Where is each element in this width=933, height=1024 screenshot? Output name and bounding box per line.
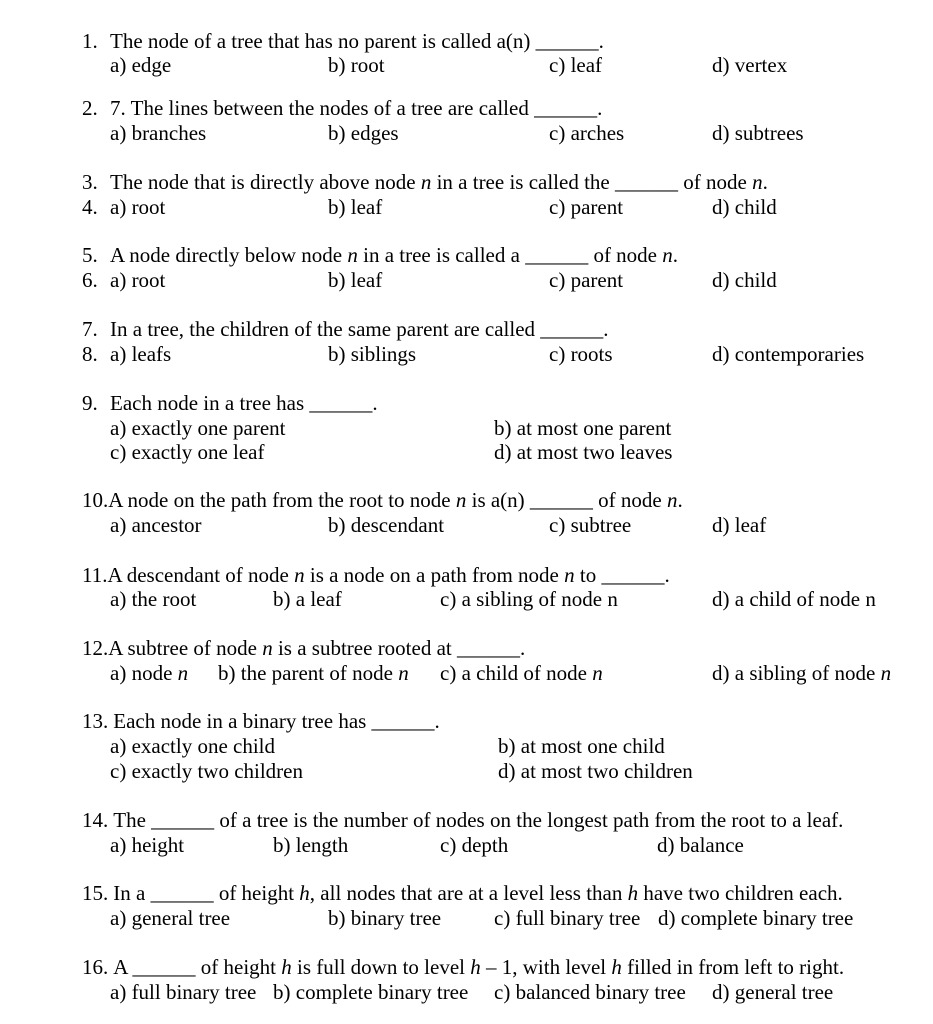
option-c: c) arches bbox=[549, 121, 625, 145]
question-text: in a tree is called the ______ of node bbox=[431, 170, 753, 194]
question-2-options bbox=[0, 121, 933, 145]
option-a: a) ancestor bbox=[110, 513, 202, 537]
question-10-stem bbox=[82, 488, 683, 512]
option-c: c) balanced binary tree bbox=[494, 980, 686, 1004]
question-16-options bbox=[0, 980, 933, 1004]
option-d: d) child bbox=[712, 195, 777, 219]
option-text: a) node bbox=[110, 661, 178, 685]
options-number: 6. bbox=[82, 268, 98, 292]
question-9-options-row-2 bbox=[0, 440, 933, 464]
italic-variable: h bbox=[299, 881, 310, 905]
option-d: d) child bbox=[712, 268, 777, 292]
option-c: c) full binary tree bbox=[494, 906, 641, 930]
option-d: d) contemporaries bbox=[712, 342, 865, 366]
italic-variable: n bbox=[398, 661, 409, 685]
question-13-options-row-1 bbox=[0, 734, 933, 758]
question-11-options bbox=[0, 587, 933, 611]
question-12-options bbox=[0, 661, 933, 685]
question-text: In a tree, the children of the same parent are called ______. bbox=[110, 317, 609, 341]
option-c: c) a sibling of node n bbox=[440, 587, 618, 611]
option-text: c) a child of node bbox=[440, 661, 593, 685]
option-b: b) a leaf bbox=[273, 587, 342, 611]
question-number: 12. bbox=[82, 636, 109, 660]
question-number: 3. bbox=[82, 170, 98, 194]
question-15-stem bbox=[82, 881, 843, 905]
question-text: , all nodes that are at a level less than bbox=[309, 881, 628, 905]
question-3-options bbox=[0, 195, 933, 219]
question-number: 9. bbox=[82, 391, 98, 415]
question-10-options bbox=[0, 513, 933, 537]
question-7-options bbox=[0, 342, 933, 366]
question-text: Each node in a binary tree has ______. bbox=[113, 709, 440, 733]
question-text: The node of a tree that has no parent is called a(n) ______. bbox=[110, 29, 604, 53]
question-5-options bbox=[0, 268, 933, 292]
question-14-options bbox=[0, 833, 933, 857]
italic-variable: h bbox=[627, 881, 639, 905]
italic-variable: n bbox=[564, 563, 575, 587]
question-text: A node directly below node bbox=[110, 243, 348, 267]
question-text: is a node on a path from node bbox=[304, 563, 565, 587]
question-number: 11. bbox=[82, 563, 108, 587]
question-1-stem bbox=[82, 29, 604, 53]
italic-variable: n bbox=[880, 661, 892, 685]
options-number: 4. bbox=[82, 195, 98, 219]
option-d: d) subtrees bbox=[712, 121, 804, 145]
question-number: 1. bbox=[82, 29, 98, 53]
option-c: c) parent bbox=[549, 268, 624, 292]
option-d: d) vertex bbox=[712, 53, 788, 77]
question-number: 10. bbox=[82, 488, 109, 512]
question-text: . bbox=[762, 170, 768, 194]
option-a: a) the root bbox=[110, 587, 197, 611]
question-2-stem bbox=[82, 96, 602, 120]
question-text: A node on the path from the root to node bbox=[108, 488, 456, 512]
italic-variable: n bbox=[420, 170, 432, 194]
option-b: b) at most one child bbox=[498, 734, 665, 758]
option-b: b) at most one parent bbox=[494, 416, 672, 440]
question-text: is a(n) ______ of node bbox=[466, 488, 667, 512]
option-a: a) branches bbox=[110, 121, 207, 145]
question-11-stem bbox=[82, 563, 670, 587]
option-b: b) root bbox=[328, 53, 385, 77]
option-d: d) a child of node n bbox=[712, 587, 876, 611]
question-text: The ______ of a tree is the number of nodes on the longest path from the root to a leaf. bbox=[113, 808, 844, 832]
option-d: d) at most two leaves bbox=[494, 440, 673, 464]
italic-variable: h bbox=[470, 955, 481, 979]
option-a: a) exactly one parent bbox=[110, 416, 286, 440]
question-number: 13. bbox=[82, 709, 109, 733]
option-d: d) complete binary tree bbox=[658, 906, 854, 930]
option-c: c) depth bbox=[440, 833, 509, 857]
italic-variable: n bbox=[347, 243, 358, 267]
question-text: A ______ of height bbox=[113, 955, 282, 979]
option-d: d) balance bbox=[657, 833, 744, 857]
question-text: 7. The lines between the nodes of a tree are called ______. bbox=[110, 96, 603, 120]
question-number: 15. bbox=[82, 881, 109, 905]
question-7-stem bbox=[82, 317, 609, 341]
option-b bbox=[218, 661, 409, 685]
option-a: a) leafs bbox=[110, 342, 172, 366]
question-5-stem bbox=[82, 243, 678, 267]
question-number: 14. bbox=[82, 808, 109, 832]
question-9-stem bbox=[82, 391, 378, 415]
question-text: A descendant of node bbox=[107, 563, 295, 587]
option-a: a) full binary tree bbox=[110, 980, 257, 1004]
option-a: a) root bbox=[110, 195, 166, 219]
italic-variable: n bbox=[667, 488, 678, 512]
option-b: b) descendant bbox=[328, 513, 445, 537]
question-13-options-row-2 bbox=[0, 759, 933, 783]
question-text: is full down to level bbox=[291, 955, 471, 979]
option-text: d) a sibling of node bbox=[712, 661, 881, 685]
option-c: c) exactly two children bbox=[110, 759, 303, 783]
question-number: 16. bbox=[82, 955, 109, 979]
question-text: – 1, with level bbox=[480, 955, 612, 979]
option-c: c) parent bbox=[549, 195, 624, 219]
option-b: b) siblings bbox=[328, 342, 417, 366]
option-b: b) edges bbox=[328, 121, 399, 145]
italic-variable: n bbox=[455, 488, 467, 512]
question-12-stem bbox=[82, 636, 525, 660]
option-b: b) length bbox=[273, 833, 349, 857]
question-3-stem bbox=[82, 170, 768, 194]
option-d bbox=[712, 661, 891, 685]
option-c: c) exactly one leaf bbox=[110, 440, 265, 464]
option-a: a) general tree bbox=[110, 906, 231, 930]
italic-variable: n bbox=[177, 661, 189, 685]
question-text: have two children each. bbox=[638, 881, 843, 905]
option-b: b) leaf bbox=[328, 268, 383, 292]
italic-variable: n bbox=[662, 243, 673, 267]
question-text: In a ______ of height bbox=[113, 881, 300, 905]
option-text: b) the parent of node bbox=[218, 661, 399, 685]
option-d: d) leaf bbox=[712, 513, 767, 537]
question-text: A subtree of node bbox=[108, 636, 263, 660]
question-text: in a tree is called a ______ of node bbox=[357, 243, 663, 267]
option-c bbox=[440, 661, 603, 685]
option-a: a) exactly one child bbox=[110, 734, 276, 758]
question-number: 2. bbox=[82, 96, 98, 120]
option-a bbox=[110, 661, 188, 685]
question-15-options bbox=[0, 906, 933, 930]
option-c: c) subtree bbox=[549, 513, 632, 537]
option-a: a) edge bbox=[110, 53, 172, 77]
question-number: 5. bbox=[82, 243, 98, 267]
option-a: a) root bbox=[110, 268, 166, 292]
question-text: The node that is directly above node bbox=[110, 170, 421, 194]
option-b: b) binary tree bbox=[328, 906, 442, 930]
question-14-stem bbox=[82, 808, 843, 832]
option-d: d) general tree bbox=[712, 980, 834, 1004]
question-text: to ______. bbox=[574, 563, 670, 587]
option-c: c) leaf bbox=[549, 53, 603, 77]
italic-variable: n bbox=[262, 636, 273, 660]
question-13-stem bbox=[82, 709, 440, 733]
option-d: d) at most two children bbox=[498, 759, 693, 783]
option-c: c) roots bbox=[549, 342, 613, 366]
question-text: Each node in a tree has ______. bbox=[110, 391, 378, 415]
question-1-options bbox=[0, 53, 933, 77]
italic-variable: h bbox=[281, 955, 292, 979]
italic-variable: n bbox=[592, 661, 603, 685]
italic-variable: h bbox=[611, 955, 622, 979]
question-text: is a subtree rooted at ______. bbox=[272, 636, 526, 660]
option-a: a) height bbox=[110, 833, 185, 857]
italic-variable: n bbox=[294, 563, 305, 587]
question-text: . bbox=[677, 488, 683, 512]
italic-variable: n bbox=[752, 170, 763, 194]
question-text: filled in from left to right. bbox=[621, 955, 845, 979]
options-number: 8. bbox=[82, 342, 98, 366]
question-text: . bbox=[672, 243, 679, 267]
question-9-options-row-1 bbox=[0, 416, 933, 440]
question-16-stem bbox=[82, 955, 844, 979]
option-b: b) complete binary tree bbox=[273, 980, 469, 1004]
question-number: 7. bbox=[82, 317, 98, 341]
option-b: b) leaf bbox=[328, 195, 383, 219]
